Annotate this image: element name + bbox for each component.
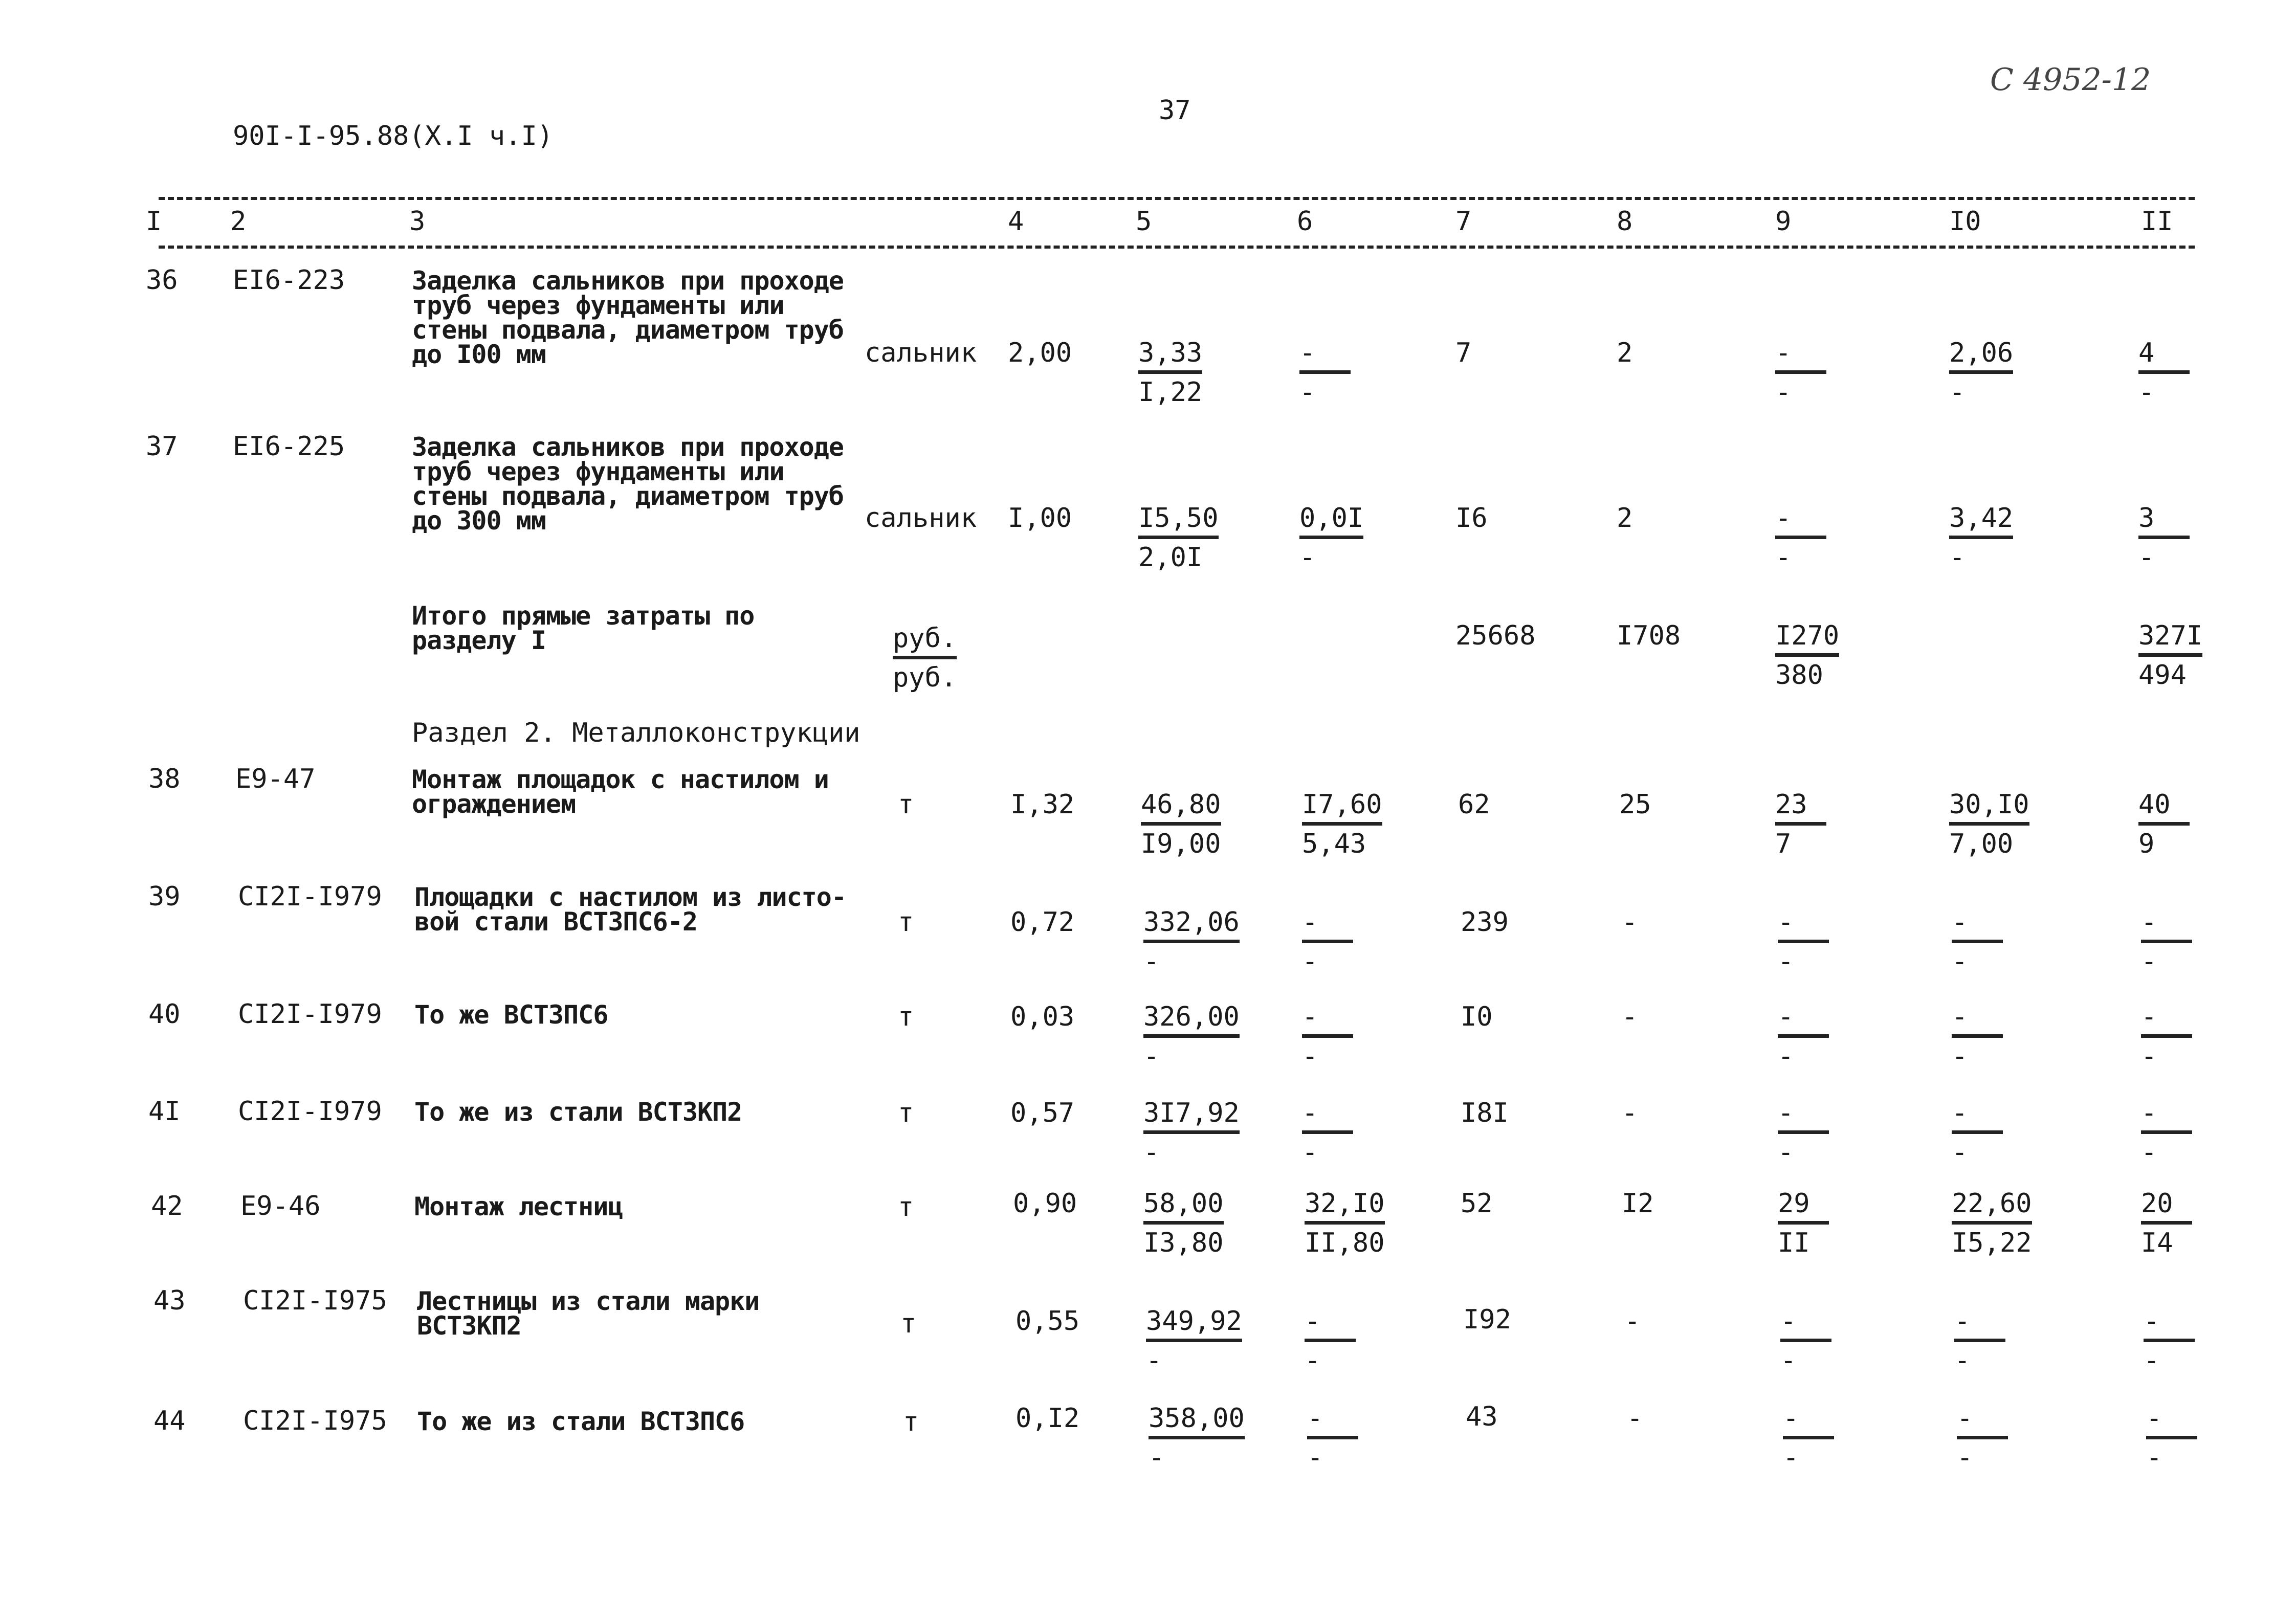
col-header-11: II <box>2141 206 2173 237</box>
quantity: 0,55 <box>1015 1306 1080 1337</box>
unit-of-measure: т <box>898 1098 914 1128</box>
col7-value: I0 <box>1461 1002 1493 1032</box>
col-header-10: I0 <box>1949 206 1981 237</box>
col7-value: 62 <box>1458 789 1490 820</box>
rate-code: E9-46 <box>240 1191 321 1221</box>
col11-fraction: - - <box>2144 1307 2195 1375</box>
col5-fraction: 358,00 - <box>1149 1403 1245 1473</box>
work-description: То же ВСТЗПС6 <box>414 1000 608 1030</box>
col7-value: I6 <box>1455 503 1488 533</box>
unit-of-measure: т <box>898 789 914 820</box>
total-col8-value: I708 <box>1617 620 1681 651</box>
col-header-8: 8 <box>1617 206 1633 237</box>
work-description: То же из стали ВСТЗПС6 <box>417 1407 745 1436</box>
col8-value: - <box>1624 1306 1641 1337</box>
row-number: 36 <box>146 265 178 296</box>
col6-fraction: - - <box>1305 1307 1356 1375</box>
col6-fraction: I7,60 5,43 <box>1302 789 1382 859</box>
total-col7-value: 25668 <box>1455 620 1536 651</box>
unit-of-measure: т <box>898 907 914 938</box>
col6-fraction: - - <box>1307 1404 1358 1472</box>
rate-code: CI2I-I979 <box>238 881 382 912</box>
col5-fraction: 3I7,92 - <box>1143 1098 1240 1168</box>
col11-fraction: 3 - <box>2138 504 2190 572</box>
work-description: Заделка сальников при проходе труб через фундаменты или стены подвала, диаметром труб до I00 мм <box>412 266 844 369</box>
col9-fraction: - - <box>1778 1099 1829 1167</box>
col5-fraction: 332,06 - <box>1143 907 1240 977</box>
quantity: 0,03 <box>1010 1002 1075 1032</box>
col-header-1: I <box>146 206 162 237</box>
col9-fraction: - - <box>1780 1307 1831 1375</box>
col10-fraction: - - <box>1952 908 2003 976</box>
col8-value: I2 <box>1622 1188 1654 1219</box>
col10-fraction: - - <box>1952 1099 2003 1167</box>
quantity: I,00 <box>1008 503 1072 533</box>
rate-code: CI2I-I975 <box>243 1285 387 1316</box>
row-number: 44 <box>153 1406 186 1436</box>
col10-fraction: - - <box>1952 1003 2003 1071</box>
col11-fraction: - - <box>2146 1404 2197 1472</box>
col5-fraction: 326,00 - <box>1143 1002 1240 1072</box>
rate-code: E9-47 <box>235 764 316 794</box>
col11-fraction: - - <box>2141 1099 2192 1167</box>
unit-of-measure: т <box>898 1002 914 1032</box>
total-unit-fraction: руб. руб. <box>893 623 957 693</box>
col9-fraction: - - <box>1778 1003 1829 1071</box>
col5-fraction: 58,00 I3,80 <box>1143 1188 1224 1258</box>
col8-value: 25 <box>1619 789 1651 820</box>
col11-fraction: 4 - <box>2138 339 2190 407</box>
total-description: Итого прямые затраты по разделу I <box>412 601 755 655</box>
row-number: 40 <box>148 999 181 1030</box>
work-description: Площадки с настилом из листо- вой стали ВСТЗПС6-2 <box>414 882 846 937</box>
col5-fraction: I5,50 2,0I <box>1138 503 1219 573</box>
quantity: I,32 <box>1010 789 1075 820</box>
col6-fraction: - - <box>1299 339 1351 407</box>
quantity: 0,I2 <box>1015 1403 1080 1434</box>
col8-value: - <box>1622 1002 1638 1032</box>
col6-fraction: 32,I0 II,80 <box>1305 1188 1385 1258</box>
quantity: 2,00 <box>1008 338 1072 368</box>
col11-fraction: 20 I4 <box>2141 1189 2192 1257</box>
rate-code: CI2I-I975 <box>243 1406 387 1436</box>
col7-value: 43 <box>1466 1402 1498 1432</box>
col7-value: 7 <box>1455 338 1472 368</box>
col7-value: I92 <box>1463 1304 1511 1335</box>
col6-fraction: - - <box>1302 1099 1353 1167</box>
col6-fraction: - - <box>1302 1003 1353 1071</box>
col5-fraction: 349,92 - <box>1146 1306 1242 1376</box>
page-number: 37 <box>1159 95 1191 126</box>
work-description: Монтаж площадок с настилом и ограждением <box>412 765 829 819</box>
col8-value: - <box>1622 1098 1638 1128</box>
col10-fraction: 30,I0 7,00 <box>1949 789 2029 859</box>
section-heading: Раздел 2. Металлоконструкции <box>412 718 860 748</box>
col8-value: - <box>1627 1403 1643 1434</box>
unit-of-measure: сальник <box>865 338 977 368</box>
handwritten-mark: С 4952-12 <box>1990 62 2151 98</box>
work-description: То же из стали ВСТЗКП2 <box>414 1097 742 1127</box>
quantity: 0,72 <box>1010 907 1075 938</box>
col10-fraction: 3,42 - <box>1949 503 2014 573</box>
col-header-9: 9 <box>1775 206 1792 237</box>
rate-code: CI2I-I979 <box>238 1096 382 1127</box>
col8-value: - <box>1622 907 1638 938</box>
header-bottom-rule <box>159 246 2195 249</box>
col5-fraction: 3,33 I,22 <box>1138 338 1203 408</box>
col10-fraction: - - <box>1954 1307 2005 1375</box>
row-number: 37 <box>146 431 178 462</box>
col7-value: 52 <box>1461 1188 1493 1219</box>
col-header-3: 3 <box>409 206 426 237</box>
row-number: 43 <box>153 1285 186 1316</box>
col-header-7: 7 <box>1455 206 1472 237</box>
row-number: 42 <box>151 1191 183 1221</box>
quantity: 0,57 <box>1010 1098 1075 1128</box>
work-description: Монтаж лестниц <box>414 1192 623 1221</box>
total-col11-fraction: 327I 494 <box>2138 620 2203 691</box>
rate-code: EI6-225 <box>233 431 345 462</box>
unit-of-measure: сальник <box>865 503 977 533</box>
col11-fraction: - - <box>2141 908 2192 976</box>
quantity: 0,90 <box>1013 1188 1077 1219</box>
total-col9-fraction: I270 380 <box>1775 620 1840 691</box>
work-description: Лестницы из стали марки ВСТЗКП2 <box>417 1286 760 1341</box>
row-number: 38 <box>148 764 181 794</box>
col6-fraction: - - <box>1302 908 1353 976</box>
col-header-4: 4 <box>1008 206 1024 237</box>
col-header-5: 5 <box>1136 206 1152 237</box>
col11-fraction: 40 9 <box>2138 790 2190 858</box>
col9-fraction: - - <box>1778 908 1829 976</box>
document-code: 90I-I-95.88(X.I ч.I) <box>233 121 554 151</box>
col8-value: 2 <box>1617 503 1633 533</box>
col10-fraction: 22,60 I5,22 <box>1952 1188 2032 1258</box>
col7-value: I8I <box>1461 1098 1509 1128</box>
col10-fraction: 2,06 - <box>1949 338 2014 408</box>
col9-fraction: - - <box>1775 504 1826 572</box>
col5-fraction: 46,80 I9,00 <box>1141 789 1221 859</box>
col6-fraction: 0,0I - <box>1299 503 1364 573</box>
rate-code: EI6-223 <box>233 265 345 296</box>
col9-fraction: - - <box>1783 1404 1834 1472</box>
col10-fraction: - - <box>1957 1404 2008 1472</box>
col8-value: 2 <box>1617 338 1633 368</box>
work-description: Заделка сальников при проходе труб через фундаменты или стены подвала, диаметром труб до 300 мм <box>412 432 844 536</box>
unit-of-measure: т <box>903 1407 919 1437</box>
col7-value: 239 <box>1461 907 1509 938</box>
col-header-2: 2 <box>230 206 247 237</box>
row-number: 39 <box>148 881 181 912</box>
unit-of-measure: т <box>898 1192 914 1222</box>
col9-fraction: 29 II <box>1778 1189 1829 1257</box>
row-number: 4I <box>148 1096 181 1127</box>
col-header-6: 6 <box>1297 206 1313 237</box>
rate-code: CI2I-I979 <box>238 999 382 1030</box>
col9-fraction: 23 7 <box>1775 790 1826 858</box>
header-top-rule <box>159 197 2195 200</box>
unit-of-measure: т <box>900 1308 917 1339</box>
col11-fraction: - - <box>2141 1003 2192 1071</box>
col9-fraction: - - <box>1775 339 1826 407</box>
